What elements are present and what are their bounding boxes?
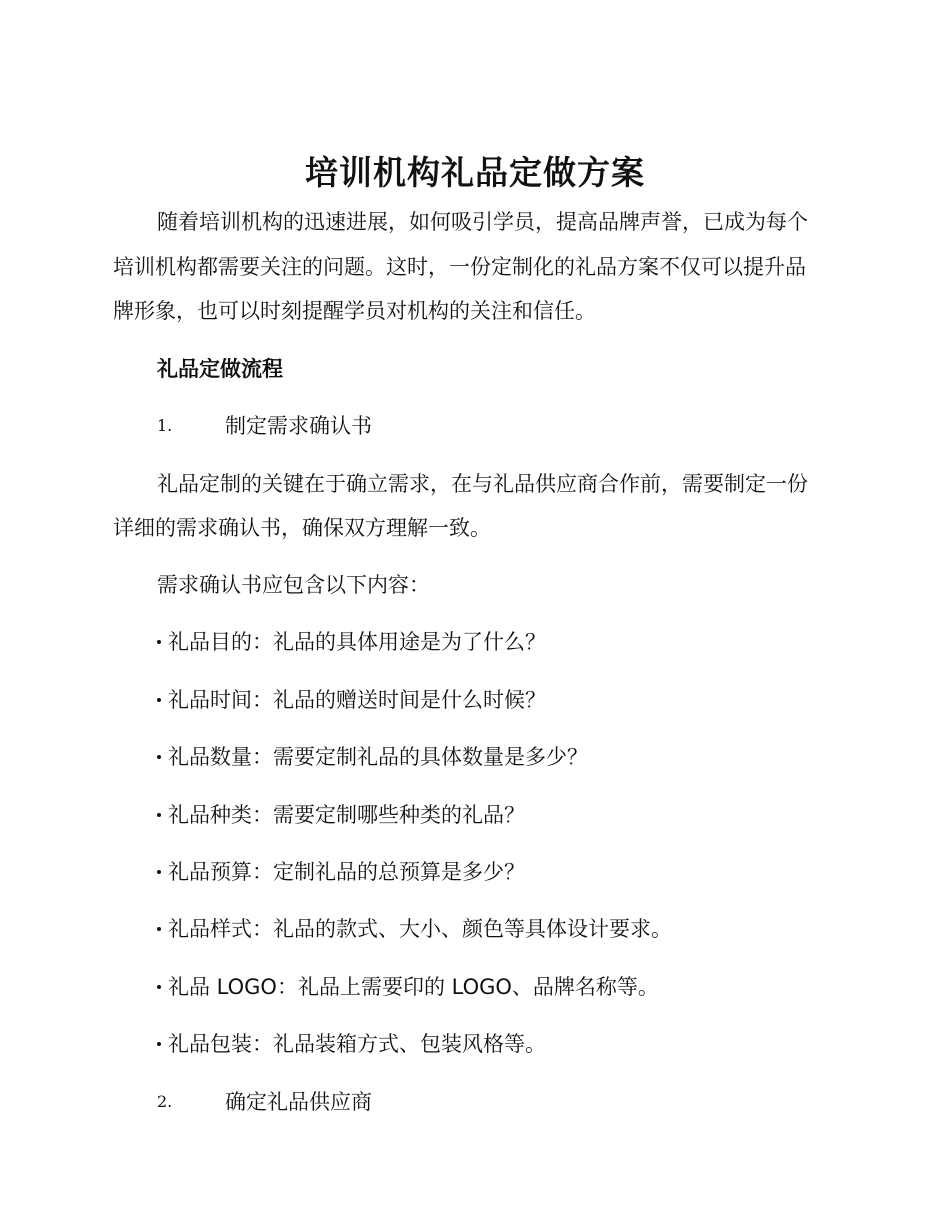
intro-line-1: 随着培训机构的迅速进展，如何吸引学员，提高品牌声誉，已成为每个: [157, 210, 808, 234]
list-item: [157, 742, 588, 772]
step-1-para-line-2: 详细的需求确认书，确保双方理解一致。: [113, 516, 491, 540]
list-item-text: 礼品包装：礼品装箱方式、包装风格等。: [168, 1032, 546, 1056]
step-1-para-line-1: 礼品定制的关键在于确立需求，在与礼品供应商合作前，需要制定一份: [157, 472, 808, 496]
document-title: 培训机构礼品定做方案: [305, 153, 645, 192]
section-heading: 礼品定做流程: [157, 357, 283, 381]
bullet-icon: [157, 870, 161, 874]
bullet-icon: [157, 640, 161, 644]
step-1-label: 制定需求确认书: [225, 414, 372, 438]
step-2-number: 2.: [157, 1092, 173, 1111]
list-item-text: 礼品目的：礼品的具体用途是为了什么？: [168, 630, 546, 654]
bullet-icon: [157, 755, 161, 759]
list-item: [157, 800, 525, 830]
list-item: [157, 627, 546, 657]
step-1-number: 1.: [157, 416, 173, 435]
list-item: [157, 857, 525, 887]
list-item: [157, 685, 546, 715]
list-item: [157, 1029, 546, 1059]
bullet-icon: [157, 1042, 161, 1046]
list-intro: 需求确认书应包含以下内容：: [157, 573, 430, 597]
bullet-icon: [157, 813, 161, 817]
list-item-text: 礼品 LOGO：礼品上需要印的 LOGO、品牌名称等。: [168, 975, 659, 999]
list-item-text: 礼品样式：礼品的款式、大小、颜色等具体设计要求。: [168, 917, 672, 941]
step-2-label: 确定礼品供应商: [225, 1090, 372, 1114]
list-item-text: 礼品种类：需要定制哪些种类的礼品？: [168, 803, 525, 827]
bullet-icon: [157, 927, 161, 931]
intro-line-3: 牌形象，也可以时刻提醒学员对机构的关注和信任。: [113, 299, 596, 323]
bullet-icon: [157, 985, 161, 989]
list-item-text: 礼品数量：需要定制礼品的具体数量是多少？: [168, 745, 588, 769]
bullet-icon: [157, 698, 161, 702]
list-item-text: 礼品时间：礼品的赠送时间是什么时候？: [168, 688, 546, 712]
list-item-text: 礼品预算：定制礼品的总预算是多少？: [168, 860, 525, 884]
list-item: [157, 914, 672, 944]
list-item: [157, 972, 659, 1002]
intro-line-2: 培训机构都需要关注的问题。这时，一份定制化的礼品方案不仅可以提升品: [113, 255, 806, 279]
